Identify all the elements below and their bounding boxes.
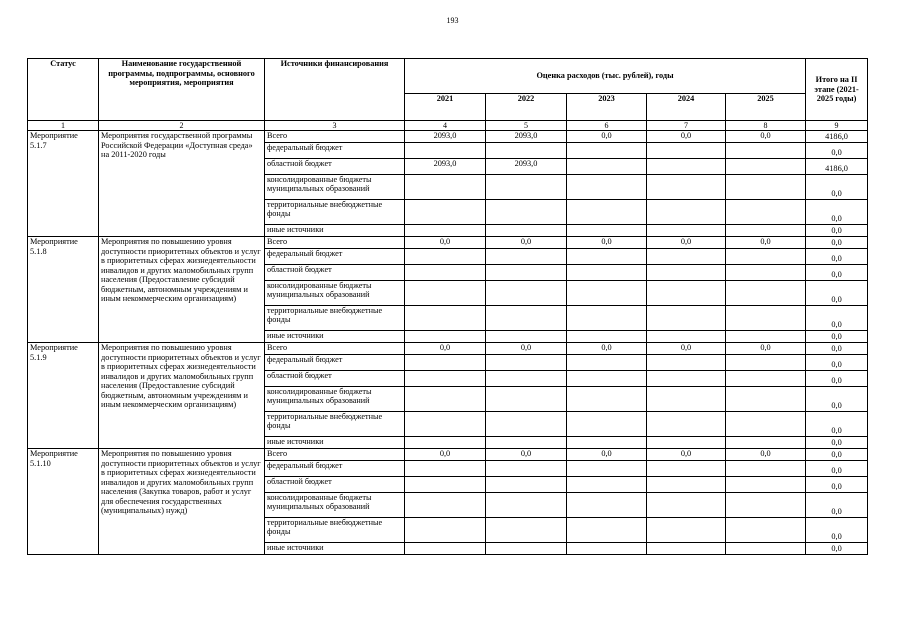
header-year: 2025: [726, 94, 806, 121]
funding-source-federal: федеральный бюджет: [265, 143, 405, 159]
year-value-cell: 0,0: [567, 343, 647, 355]
funding-source-federal: федеральный бюджет: [265, 355, 405, 371]
funding-source-vsego: Всего: [265, 343, 405, 355]
year-value-cell: [567, 412, 647, 437]
year-value-cell: [567, 477, 647, 493]
column-index: 3: [265, 121, 405, 131]
year-value-cell: [486, 225, 567, 237]
year-value-cell: [567, 225, 647, 237]
year-value-cell: [405, 371, 486, 387]
year-value-cell: [405, 249, 486, 265]
year-value-cell: [405, 477, 486, 493]
year-value-cell: [486, 306, 567, 331]
funding-source-federal: федеральный бюджет: [265, 249, 405, 265]
column-index: 8: [726, 121, 806, 131]
year-value-cell: [647, 437, 726, 449]
total-value-cell: 0,0: [806, 412, 868, 437]
year-value-cell: 0,0: [567, 131, 647, 143]
funding-source-territorial: территориальные внебюджетные фонды: [265, 306, 405, 331]
total-value-cell: 0,0: [806, 543, 868, 555]
total-value-cell: 0,0: [806, 493, 868, 518]
year-value-cell: [726, 437, 806, 449]
year-value-cell: [567, 493, 647, 518]
funding-source-territorial: территориальные внебюджетные фонды: [265, 412, 405, 437]
table-row: [28, 449, 868, 461]
year-value-cell: [405, 143, 486, 159]
year-value-cell: [405, 175, 486, 200]
year-value-cell: [486, 331, 567, 343]
year-value-cell: [647, 281, 726, 306]
year-value-cell: [647, 543, 726, 555]
year-value-cell: [726, 249, 806, 265]
funding-source-other: иные источники: [265, 543, 405, 555]
total-value-cell: 0,0: [806, 437, 868, 449]
year-value-cell: [405, 518, 486, 543]
year-value-cell: [405, 355, 486, 371]
year-value-cell: [405, 281, 486, 306]
funding-source-regional: областной бюджет: [265, 371, 405, 387]
year-value-cell: [486, 281, 567, 306]
column-index-row: [28, 121, 868, 131]
measure-name: Мероприятия государственной программы Российской Федерации «Доступная среда» на 2011-2020 годы: [99, 131, 265, 237]
header-year: 2024: [647, 94, 726, 121]
year-value-cell: [567, 265, 647, 281]
funding-source-other: иные источники: [265, 331, 405, 343]
year-value-cell: [567, 306, 647, 331]
measure-name: Мероприятия по повышению уровня доступности приоритетных объектов и услуг в приоритетных сферах жизнедеятельности инвалидов и других маломобильных групп населения (Закупка товаров, работ и услуг для обеспечения государственных (муниципальных) нужд): [99, 449, 265, 555]
column-index: 4: [405, 121, 486, 131]
year-value-cell: [567, 175, 647, 200]
year-value-cell: 0,0: [486, 449, 567, 461]
year-value-cell: 0,0: [647, 343, 726, 355]
total-value-cell: 0,0: [806, 387, 868, 412]
year-value-cell: [567, 387, 647, 412]
year-value-cell: [647, 306, 726, 331]
year-value-cell: 0,0: [567, 449, 647, 461]
funding-source-municipal: консолидированные бюджеты муниципальных образований: [265, 175, 405, 200]
year-value-cell: [726, 200, 806, 225]
year-value-cell: [726, 331, 806, 343]
year-value-cell: [405, 265, 486, 281]
measure-status: Мероприятие 5.1.10: [28, 449, 99, 555]
year-value-cell: [567, 159, 647, 175]
year-value-cell: [647, 159, 726, 175]
funding-source-other: иные источники: [265, 437, 405, 449]
budget-table: [27, 58, 868, 555]
funding-source-territorial: территориальные внебюджетные фонды: [265, 518, 405, 543]
total-value-cell: 0,0: [806, 306, 868, 331]
year-value-cell: [405, 331, 486, 343]
year-value-cell: [726, 412, 806, 437]
year-value-cell: [486, 493, 567, 518]
column-index: 2: [99, 121, 265, 131]
year-value-cell: [647, 371, 726, 387]
funding-source-municipal: консолидированные бюджеты муниципальных образований: [265, 493, 405, 518]
year-value-cell: 0,0: [486, 343, 567, 355]
column-index: 7: [647, 121, 726, 131]
year-value-cell: [567, 461, 647, 477]
funding-source-vsego: Всего: [265, 449, 405, 461]
year-value-cell: [567, 543, 647, 555]
year-value-cell: [726, 306, 806, 331]
year-value-cell: 0,0: [647, 449, 726, 461]
year-value-cell: [647, 265, 726, 281]
header-year: 2021: [405, 94, 486, 121]
year-value-cell: 0,0: [405, 449, 486, 461]
year-value-cell: [647, 249, 726, 265]
header-sources: Источники финансирования: [265, 59, 405, 121]
total-value-cell: 0,0: [806, 265, 868, 281]
header-total: Итого на II этапе (2021-2025 годы): [806, 59, 868, 121]
table-row: [28, 237, 868, 249]
year-value-cell: [647, 355, 726, 371]
year-value-cell: [726, 461, 806, 477]
year-value-cell: 0,0: [647, 237, 726, 249]
total-value-cell: 0,0: [806, 175, 868, 200]
total-value-cell: 0,0: [806, 477, 868, 493]
total-value-cell: 0,0: [806, 200, 868, 225]
total-value-cell: 4186,0: [806, 131, 868, 143]
total-value-cell: 0,0: [806, 281, 868, 306]
year-value-cell: [647, 143, 726, 159]
year-value-cell: [647, 225, 726, 237]
header-year: 2022: [486, 94, 567, 121]
total-value-cell: 0,0: [806, 249, 868, 265]
table-body: [28, 131, 868, 555]
year-value-cell: [726, 175, 806, 200]
year-value-cell: [405, 200, 486, 225]
year-value-cell: 0,0: [405, 343, 486, 355]
total-value-cell: 0,0: [806, 343, 868, 355]
funding-source-regional: областной бюджет: [265, 265, 405, 281]
year-value-cell: 0,0: [726, 343, 806, 355]
funding-source-regional: областной бюджет: [265, 477, 405, 493]
year-value-cell: [486, 461, 567, 477]
year-value-cell: [486, 249, 567, 265]
total-value-cell: 0,0: [806, 143, 868, 159]
year-value-cell: 2093,0: [486, 159, 567, 175]
header-estimate: Оценка расходов (тыс. рублей), годы: [405, 59, 806, 94]
year-value-cell: [486, 143, 567, 159]
funding-source-municipal: консолидированные бюджеты муниципальных образований: [265, 387, 405, 412]
total-value-cell: 4186,0: [806, 159, 868, 175]
column-index: 1: [28, 121, 99, 131]
funding-source-vsego: Всего: [265, 131, 405, 143]
total-value-cell: 0,0: [806, 355, 868, 371]
measure-name: Мероприятия по повышению уровня доступности приоритетных объектов и услуг в приоритетных сферах жизнедеятельности инвалидов и других маломобильных групп населения (Предоставление субсидий бюджетным, автономным учреждениям и иным некоммерческим организациям): [99, 237, 265, 343]
year-value-cell: [726, 159, 806, 175]
year-value-cell: 0,0: [726, 131, 806, 143]
year-value-cell: [405, 412, 486, 437]
year-value-cell: 0,0: [726, 449, 806, 461]
year-value-cell: [726, 371, 806, 387]
funding-source-regional: областной бюджет: [265, 159, 405, 175]
year-value-cell: [647, 387, 726, 412]
year-value-cell: [567, 331, 647, 343]
year-value-cell: [647, 518, 726, 543]
year-value-cell: [486, 412, 567, 437]
year-value-cell: [486, 175, 567, 200]
funding-source-municipal: консолидированные бюджеты муниципальных образований: [265, 281, 405, 306]
total-value-cell: 0,0: [806, 461, 868, 477]
column-index: 6: [567, 121, 647, 131]
year-value-cell: [647, 200, 726, 225]
year-value-cell: [726, 281, 806, 306]
year-value-cell: [405, 225, 486, 237]
year-value-cell: [405, 437, 486, 449]
year-value-cell: 0,0: [486, 237, 567, 249]
year-value-cell: [726, 143, 806, 159]
total-value-cell: 0,0: [806, 237, 868, 249]
funding-source-territorial: территориальные внебюджетные фонды: [265, 200, 405, 225]
year-value-cell: [726, 477, 806, 493]
year-value-cell: 0,0: [405, 237, 486, 249]
funding-source-federal: федеральный бюджет: [265, 461, 405, 477]
year-value-cell: 2093,0: [486, 131, 567, 143]
year-value-cell: [726, 225, 806, 237]
year-value-cell: [486, 200, 567, 225]
year-value-cell: 0,0: [726, 237, 806, 249]
year-value-cell: [405, 543, 486, 555]
total-value-cell: 0,0: [806, 225, 868, 237]
year-value-cell: [486, 371, 567, 387]
year-value-cell: 2093,0: [405, 159, 486, 175]
measure-name: Мероприятия по повышению уровня доступности приоритетных объектов и услуг в приоритетных сферах жизнедеятельности инвалидов и других маломобильных групп населения (Предоставление субсидий бюджетным, автономным учреждениям и иным некоммерческим организациям): [99, 343, 265, 449]
total-value-cell: 0,0: [806, 449, 868, 461]
year-value-cell: [567, 200, 647, 225]
year-value-cell: [726, 543, 806, 555]
measure-status: Мероприятие 5.1.9: [28, 343, 99, 449]
year-value-cell: [726, 518, 806, 543]
measure-status: Мероприятие 5.1.7: [28, 131, 99, 237]
header-name: Наименование государственной программы, подпрограммы, основного мероприятия, мероприятия: [99, 59, 265, 121]
year-value-cell: [567, 371, 647, 387]
measure-status: Мероприятие 5.1.8: [28, 237, 99, 343]
year-value-cell: [486, 477, 567, 493]
table-row: [28, 343, 868, 355]
year-value-cell: [647, 331, 726, 343]
year-value-cell: [726, 387, 806, 412]
column-index: 9: [806, 121, 868, 131]
year-value-cell: [567, 143, 647, 159]
year-value-cell: [405, 306, 486, 331]
year-value-cell: [567, 249, 647, 265]
year-value-cell: [726, 355, 806, 371]
year-value-cell: [647, 493, 726, 518]
total-value-cell: 0,0: [806, 371, 868, 387]
year-value-cell: [647, 461, 726, 477]
year-value-cell: [726, 265, 806, 281]
year-value-cell: [647, 412, 726, 437]
total-value-cell: 0,0: [806, 518, 868, 543]
year-value-cell: [405, 387, 486, 412]
table-row: [28, 131, 868, 143]
year-value-cell: [567, 281, 647, 306]
year-value-cell: [405, 461, 486, 477]
year-value-cell: [486, 543, 567, 555]
year-value-cell: [726, 493, 806, 518]
header-year: 2023: [567, 94, 647, 121]
year-value-cell: [486, 387, 567, 412]
year-value-cell: 2093,0: [405, 131, 486, 143]
total-value-cell: 0,0: [806, 331, 868, 343]
funding-source-other: иные источники: [265, 225, 405, 237]
column-index: 5: [486, 121, 567, 131]
year-value-cell: [567, 437, 647, 449]
year-value-cell: [486, 518, 567, 543]
year-value-cell: [567, 355, 647, 371]
year-value-cell: [647, 477, 726, 493]
year-value-cell: [647, 175, 726, 200]
year-value-cell: 0,0: [567, 237, 647, 249]
year-value-cell: [567, 518, 647, 543]
page-number: 193: [446, 16, 459, 25]
year-value-cell: 0,0: [647, 131, 726, 143]
funding-source-vsego: Всего: [265, 237, 405, 249]
year-value-cell: [486, 355, 567, 371]
year-value-cell: [486, 265, 567, 281]
header-status: Статус: [28, 59, 99, 121]
year-value-cell: [486, 437, 567, 449]
year-value-cell: [405, 493, 486, 518]
